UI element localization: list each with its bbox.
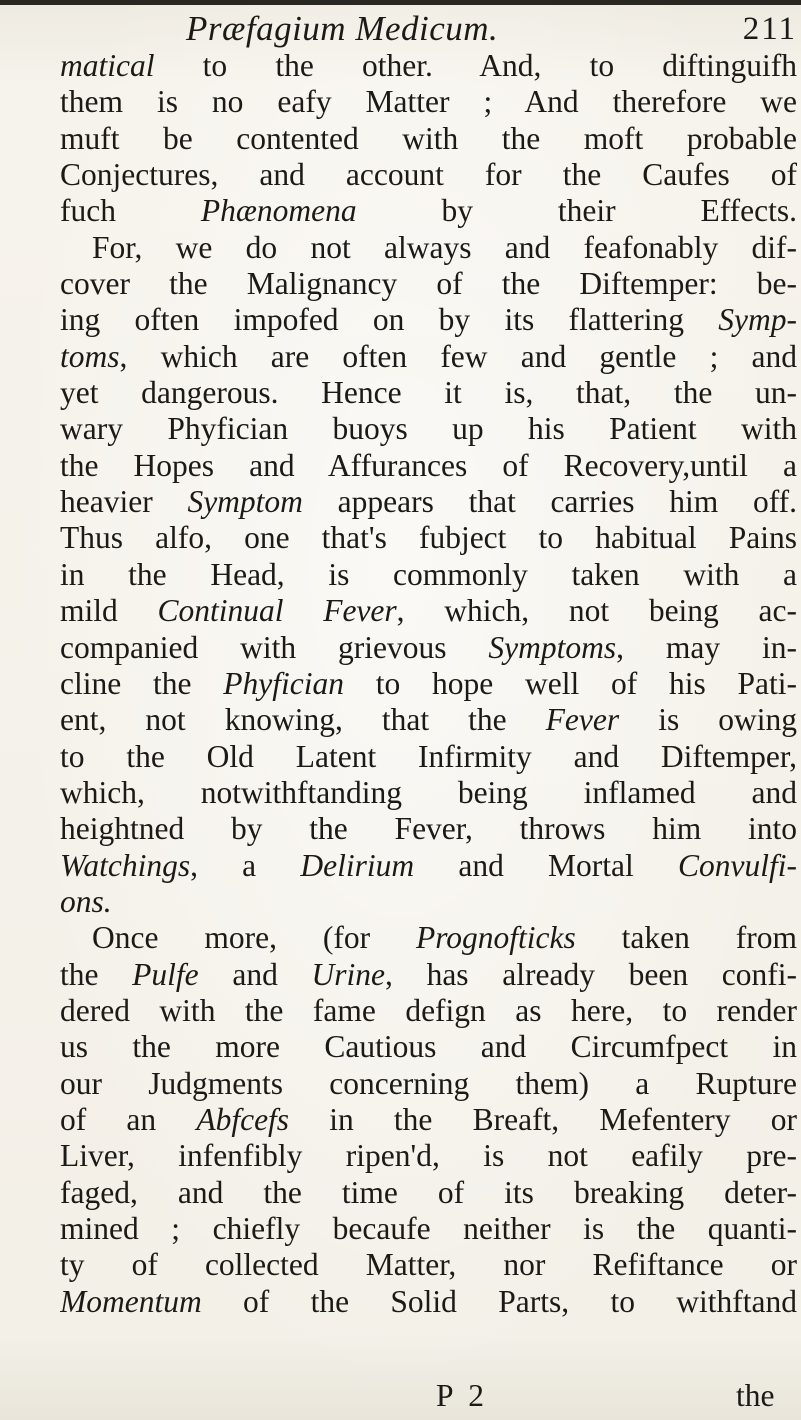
page-number: 211 <box>742 11 797 47</box>
italic-run: Fever <box>545 702 620 738</box>
text-line <box>60 121 797 157</box>
text-line <box>60 666 797 702</box>
body-text <box>60 48 797 1320</box>
text-run: Once more, (for <box>92 920 416 956</box>
text-line <box>60 302 797 338</box>
text-run: For, we do not always and feafonably dif- <box>92 229 797 265</box>
text-run: , a <box>190 847 301 883</box>
top-edge-rule <box>0 0 801 5</box>
text-line <box>60 957 797 993</box>
text-run: Liver, infenfibly ripen'd, is not eafily pre- <box>60 1138 797 1174</box>
text-line <box>60 1175 797 1211</box>
text-line <box>60 848 797 884</box>
signature-mark: P 2 <box>436 1378 488 1413</box>
text-line <box>60 884 797 920</box>
text-line <box>60 484 797 520</box>
text-run: the Hopes and Affurances of Recovery,until a <box>60 447 797 483</box>
text-line <box>60 993 797 1029</box>
text-run: in the Breaft, Mefentery or <box>289 1101 797 1137</box>
text-run: to the other. And, to diftinguifh <box>154 48 797 83</box>
text-run: of the Solid Parts, to withftand <box>201 1283 797 1319</box>
running-head <box>0 8 801 50</box>
text-run: wary Phyfician buoys up his Patient with <box>60 411 797 447</box>
text-run: cline the <box>60 665 224 701</box>
italic-run: Prognofticks <box>415 920 576 956</box>
text-line <box>60 1284 797 1320</box>
italic-run: Pulfe <box>132 956 199 992</box>
italic-run: toms <box>60 338 120 374</box>
text-run: faged, and the time of its breaking deter- <box>60 1174 797 1210</box>
text-run: us the more Cautious and Circumfpect in <box>60 1029 797 1065</box>
italic-run: ons. <box>60 883 112 919</box>
text-run: , may in- <box>616 629 797 665</box>
text-line <box>60 811 797 847</box>
text-line <box>60 375 797 411</box>
text-line <box>60 520 797 556</box>
text-run: and <box>198 956 312 992</box>
text-run: Thus alfo, one that's fubject to habitual Pains <box>60 520 797 556</box>
text-run: dered with the fame defign as here, to render <box>60 992 797 1028</box>
italic-run: Symp- <box>718 302 797 338</box>
text-run: yet dangerous. Hence it is, that, the un- <box>60 375 797 411</box>
text-run: ent, not knowing, that the <box>60 702 546 738</box>
text-run: them is no eafy Matter ; And therefore we <box>60 84 797 120</box>
text-line <box>60 702 797 738</box>
text-run: the <box>60 956 133 992</box>
italic-run: Urine <box>311 956 386 992</box>
text-line <box>60 739 797 775</box>
text-line <box>60 557 797 593</box>
text-run: of an <box>60 1101 197 1137</box>
page-footer <box>0 1378 801 1418</box>
text-line <box>60 775 797 811</box>
text-line <box>60 339 797 375</box>
text-run: which, notwithftanding being inflamed and <box>60 774 797 810</box>
italic-run: Abfcefs <box>196 1101 290 1137</box>
text-run: to hope well of his Pati- <box>343 665 797 701</box>
text-run: appears that carries him off. <box>302 484 797 520</box>
italic-run: Delirium <box>300 847 415 883</box>
italic-run: Watchings <box>60 847 191 883</box>
text-line <box>60 1066 797 1102</box>
text-run: mild <box>60 593 158 629</box>
text-run: to the Old Latent Infirmity and Diftemper, <box>60 738 797 774</box>
text-line <box>60 920 797 956</box>
italic-run: Momentum <box>60 1283 202 1319</box>
text-run: , which, not being ac- <box>396 593 797 629</box>
text-run: companied with grievous <box>60 629 489 665</box>
text-line <box>60 1247 797 1283</box>
italic-run: Continual Fever <box>157 593 397 629</box>
text-line <box>60 1029 797 1065</box>
text-run: in the Head, is commonly taken with a <box>60 556 797 592</box>
text-run: heavier <box>60 484 188 520</box>
italic-run: Symptom <box>187 484 303 520</box>
text-line <box>60 193 797 229</box>
text-run: fuch <box>60 193 201 229</box>
text-line <box>60 593 797 629</box>
text-line <box>60 1211 797 1247</box>
text-run: mined ; chiefly becaufe neither is the quanti- <box>60 1211 797 1246</box>
italic-run: Phænomena <box>200 193 357 229</box>
text-run: , has already been confi- <box>385 956 797 992</box>
text-line <box>60 230 797 266</box>
text-run: taken from <box>575 920 797 956</box>
text-run: our Judgments concerning them) a Rupture <box>60 1065 797 1101</box>
text-line <box>60 48 797 84</box>
text-line <box>60 448 797 484</box>
text-line <box>60 84 797 120</box>
text-run: is owing <box>619 702 797 738</box>
catchword: the <box>736 1378 775 1413</box>
text-line <box>60 1138 797 1174</box>
text-run: ty of collected Matter, nor Refiftance or <box>60 1247 797 1283</box>
text-run: by their Effects. <box>356 193 797 229</box>
text-run: muft be contented with the moft probable <box>60 120 797 156</box>
italic-run: matical <box>60 48 155 83</box>
italic-run: Phyfician <box>223 665 344 701</box>
text-line <box>60 630 797 666</box>
text-run: ing often impofed on by its flattering <box>60 302 719 338</box>
text-line <box>60 266 797 302</box>
running-title: Præfagium Medicum. <box>186 9 499 48</box>
italic-run: Symptoms <box>488 629 617 665</box>
text-run: heightned by the Fever, throws him into <box>60 811 797 847</box>
text-run: , which are often few and gentle ; and <box>119 338 797 374</box>
text-run: and Mortal <box>414 847 679 883</box>
text-line <box>60 411 797 447</box>
italic-run: Convulfi- <box>678 847 797 883</box>
text-line <box>60 1102 797 1138</box>
text-run: cover the Malignancy of the Diftemper: be- <box>60 266 797 302</box>
text-line <box>60 157 797 193</box>
text-run: Conjectures, and account for the Caufes of <box>60 157 797 193</box>
